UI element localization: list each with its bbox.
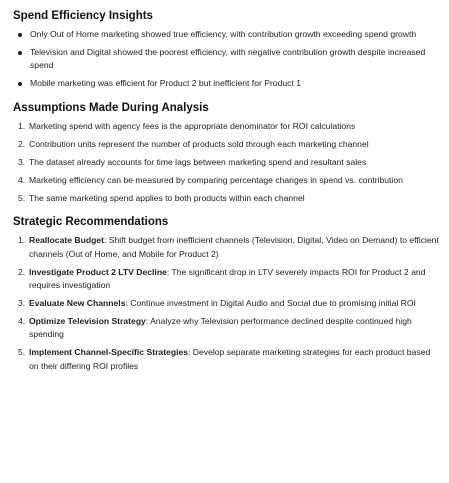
recommendation-title: Evaluate New Channels [29,298,126,309]
list-item [13,174,439,187]
list-number: 4. [18,174,26,185]
list-item [13,315,439,342]
recommendation-text: : Shift budget from inefficient channels (Television, Digital, Video on Demand) to efficient channels (Out of Home, and Mobile for Product 2) [29,235,439,259]
list-number: 4. [18,316,26,327]
list-item-text: The dataset already accounts for time lags between marketing spend and resultant sales [29,156,367,167]
list-item [13,266,439,293]
list-item-text: Marketing spend with agency fees is the appropriate denominator for ROI calculations [29,120,356,131]
recommendation-title: Optimize Television Strategy [29,316,146,327]
list-number: 5. [18,347,26,358]
list-number: 5. [18,192,26,203]
list-item [13,28,439,41]
list-number: 3. [18,298,26,309]
list-item [13,346,439,373]
list-item [13,156,439,169]
list-item [13,46,439,73]
recommendation-text: : Continue investment in Digital Audio and Social due to promising initial ROI [125,298,416,309]
recommendation-text: : Develop separate marketing strategies for each product based on their differing ROI profiles [29,347,431,371]
list-number: 3. [18,156,26,167]
recommendation-title: Reallocate Budget [29,235,104,246]
spend-efficiency-heading: Spend Efficiency Insights [13,10,153,22]
list-number: 2. [18,138,26,149]
spend-efficiency-list [13,28,439,91]
list-item-text: Contribution units represent the number of products sold through each marketing channel [29,138,369,149]
list-item [13,138,439,151]
recommendation-text: : Analyze why Television performance declined despite continued high spending [29,316,412,340]
list-number: 1. [18,120,26,131]
assumptions-list [13,120,439,205]
list-item-text: Marketing efficiency can be measured by comparing percentage changes in spend vs. contribution [29,174,403,185]
list-item-text: Television and Digital showed the poorest efficiency, with negative contribution growth despite increased spend [30,47,426,71]
recommendation-title: Implement Channel-Specific Strategies [29,347,189,358]
list-item [13,234,439,261]
assumptions-heading: Assumptions Made During Analysis [13,101,209,114]
recommendations-list [13,234,439,373]
bullet-icon [18,82,22,86]
list-number: 2. [18,266,26,277]
list-item [13,297,439,310]
list-item [13,77,439,90]
list-item-text: Mobile marketing was efficient for Product 2 but inefficient for Product 1 [30,78,302,89]
bullet-icon [18,33,22,37]
bullet-icon [18,51,22,55]
list-item-text: Only Out of Home marketing showed true efficiency, with contribution growth exceeding spend growth [30,29,417,39]
list-number: 1. [18,235,26,246]
recommendation-title: Investigate Product 2 LTV Decline [29,266,167,277]
recommendations-heading: Strategic Recommendations [13,216,169,229]
list-item-text: The same marketing spend applies to both products within each channel [29,192,305,203]
list-item [13,120,439,133]
list-item [13,192,439,205]
recommendation-text: : The significant drop in LTV severely impacts ROI for Product 2 and requires investigation [29,266,426,291]
